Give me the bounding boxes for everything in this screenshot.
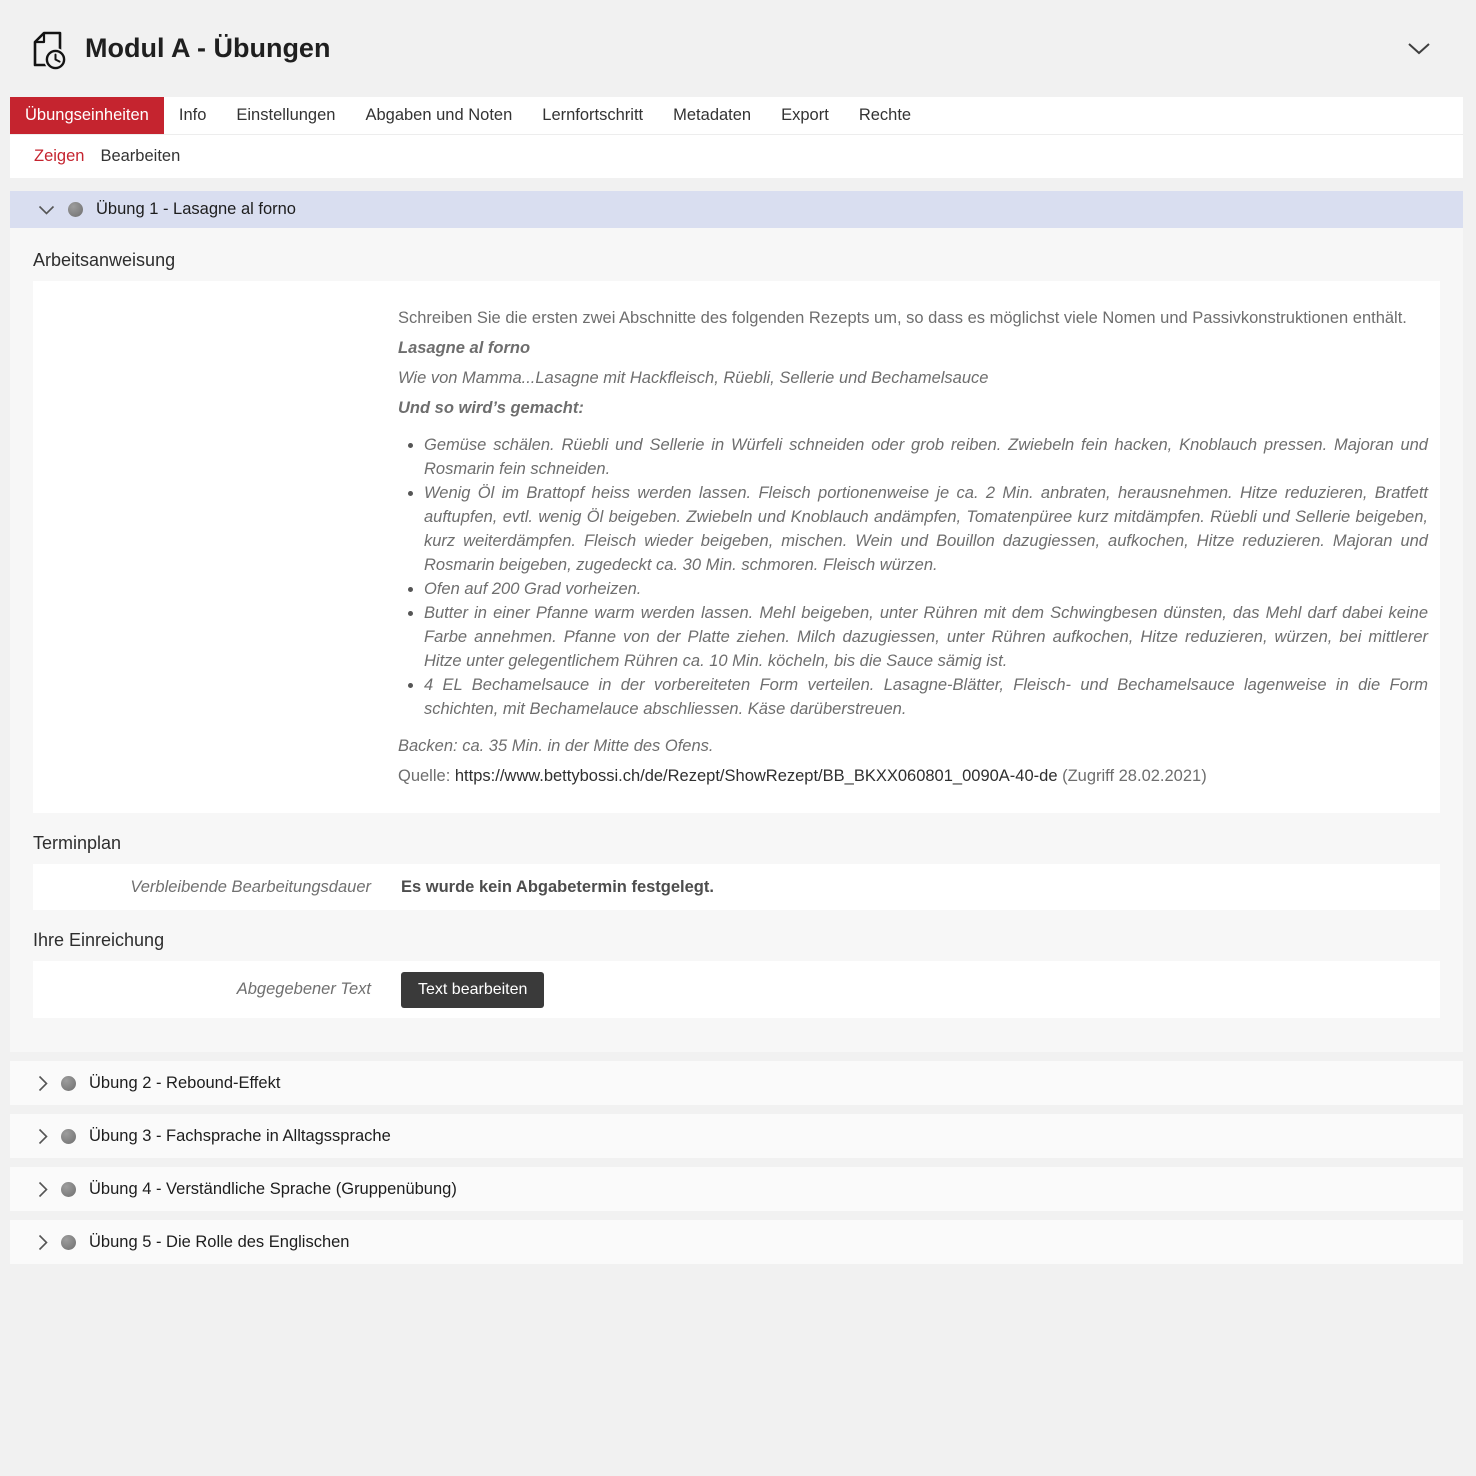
arbeitsanweisung-box: [33, 281, 1440, 813]
section-heading-terminplan: Terminplan: [33, 833, 122, 853]
source-line: [398, 761, 1428, 791]
terminplan-row: [33, 864, 1440, 910]
exercise-accordion: [10, 191, 1463, 1264]
exercise-title: Übung 2 - Rebound-Effekt: [89, 1073, 281, 1092]
exercise-2-header[interactable]: [10, 1061, 1463, 1105]
exercise-item-4: [10, 1167, 1463, 1211]
tab-export[interactable]: Export: [781, 106, 829, 124]
recipe-step: • Butter in einer Pfanne warm werden lassen. Mehl beigeben, unter Rühren mit dem Schwingbesen dünsten, das Mehl darf dabei keine Farbe annehmen. Pfanne von der Platte ziehen. Milch dazugiessen, unter Rühren aufkochen, Hitze reduzieren, würzen, bei mittlerer Hitze unter gelegentlichem Rühren ca. 10 Min. köcheln, bis die Sauce sämig ist.: [424, 601, 1428, 673]
steps-heading: Und so wird’s gemacht:: [398, 399, 584, 417]
einreichung-row-label: Abgegebener Text: [236, 980, 371, 998]
tab-abgaben-und-noten[interactable]: Abgaben und Noten: [365, 106, 513, 124]
terminplan-row-label: Verbleibende Bearbeitungsdauer: [130, 877, 371, 896]
recipe-steps: [398, 433, 1428, 721]
file-clock-icon: [24, 26, 70, 72]
exercise-3-header[interactable]: [10, 1114, 1463, 1158]
baking-note: Backen: ca. 35 Min. in der Mitte des Ofens.: [398, 737, 714, 755]
recipe-step: • 4 EL Bechamelsauce in der vorbereiteten Form verteilen. Lasagne-Blätter, Fleisch- und Bechamelsauce lagenweise in die Form schichten, mit Bechamelauce abschliessen. Käse darüberstreuen.: [424, 673, 1428, 721]
page-title: Modul A - Übungen: [85, 33, 331, 63]
recipe-subtitle: Wie von Mamma...Lasagne mit Hackfleisch, Rüebli, Sellerie und Bechamelsauce: [398, 369, 989, 387]
exercise-title: Übung 3 - Fachsprache in Alltagssprache: [89, 1126, 391, 1145]
tab-lernfortschritt[interactable]: Lernfortschritt: [542, 106, 644, 124]
text-bearbeiten-button[interactable]: Text bearbeiten: [401, 972, 544, 1008]
exercise-5-header[interactable]: [10, 1220, 1463, 1264]
exercise-item-1: [10, 191, 1463, 1052]
tab-uebungseinheiten[interactable]: Übungseinheiten: [10, 97, 164, 134]
tab-info[interactable]: Info: [178, 106, 207, 124]
chevron-right-icon: [38, 1128, 48, 1145]
einreichung-row: [33, 961, 1440, 1018]
exercise-1-body: [10, 228, 1463, 1052]
chevron-right-icon: [38, 1075, 48, 1092]
tab-bar: [10, 97, 1463, 135]
status-dot: [61, 1129, 76, 1144]
terminplan-row-value: Es wurde kein Abgabetermin festgelegt.: [401, 877, 714, 896]
recipe-step: • Ofen auf 200 Grad vorheizen.: [424, 577, 1428, 601]
exercise-item-2: [10, 1061, 1463, 1105]
exercise-item-3: [10, 1114, 1463, 1158]
section-heading-arbeitsanweisung: Arbeitsanweisung: [33, 250, 176, 270]
exercise-title: Übung 5 - Die Rolle des Englischen: [89, 1232, 350, 1251]
subnav-zeigen[interactable]: Zeigen: [34, 147, 85, 165]
tab-rechte[interactable]: Rechte: [858, 106, 912, 124]
task-intro: Schreiben Sie die ersten zwei Abschnitte des folgenden Rezepts um, so dass es möglichst viele Nomen und Passivkonstruktionen enthält.: [398, 309, 1407, 327]
exercise-1-header[interactable]: [10, 191, 1463, 228]
exercise-item-5: [10, 1220, 1463, 1264]
chevron-down-icon[interactable]: [1407, 42, 1431, 55]
status-dot: [61, 1076, 76, 1091]
chevron-right-icon: [38, 1181, 48, 1198]
view-mode-nav: [10, 135, 1463, 178]
source-link[interactable]: https://www.bettybossi.ch/de/Rezept/ShowRezept/BB_BKXX060801_0090A-40-de: [454, 767, 1058, 785]
tab-einstellungen[interactable]: Einstellungen: [236, 106, 336, 124]
status-dot: [61, 1235, 76, 1250]
chevron-right-icon: [38, 1234, 48, 1251]
source-access-date: (Zugriff 28.02.2021): [1062, 767, 1207, 785]
section-heading-einreichung: Ihre Einreichung: [33, 930, 165, 950]
course-element-panel: [10, 0, 1463, 1264]
exercise-title: Übung 1 - Lasagne al forno: [96, 200, 296, 218]
recipe-step: • Wenig Öl im Brattopf heiss werden lassen. Fleisch portionenweise je ca. 2 Min. anbraten, herausnehmen. Hitze reduzieren, Bratfett auftupfen, evtl. wenig Öl beigeben. Zwiebeln und Knoblauch andämpfen, Tomatenpüree kurz mitdämpfen. Rüebli und Sellerie beigeben, kurz weiterdämpfen. Fleisch wieder beigeben, mischen. Wein und Bouillon dazugiessen, aufkochen, Hitze reduzieren. Majoran und Rosmarin beigeben, zugedeckt ca. 30 Min. schmoren. Fleisch würzen.: [424, 481, 1428, 577]
subnav-bearbeiten[interactable]: Bearbeiten: [100, 147, 181, 165]
tab-metadaten[interactable]: Metadaten: [673, 106, 752, 124]
header: [10, 0, 1463, 97]
exercise-4-header[interactable]: [10, 1167, 1463, 1211]
status-dot: [68, 202, 83, 217]
recipe-step: • Gemüse schälen. Rüebli und Sellerie in Würfeli schneiden oder grob reiben. Zwiebeln fein hacken, Knoblauch pressen. Majoran und Rosmarin fein schneiden.: [424, 433, 1428, 481]
recipe-title: Lasagne al forno: [398, 339, 531, 357]
status-dot: [61, 1182, 76, 1197]
exercise-title: Übung 4 - Verständliche Sprache (Gruppenübung): [89, 1179, 457, 1198]
chevron-down-icon: [38, 205, 55, 215]
source-label: Quelle:: [398, 767, 451, 785]
